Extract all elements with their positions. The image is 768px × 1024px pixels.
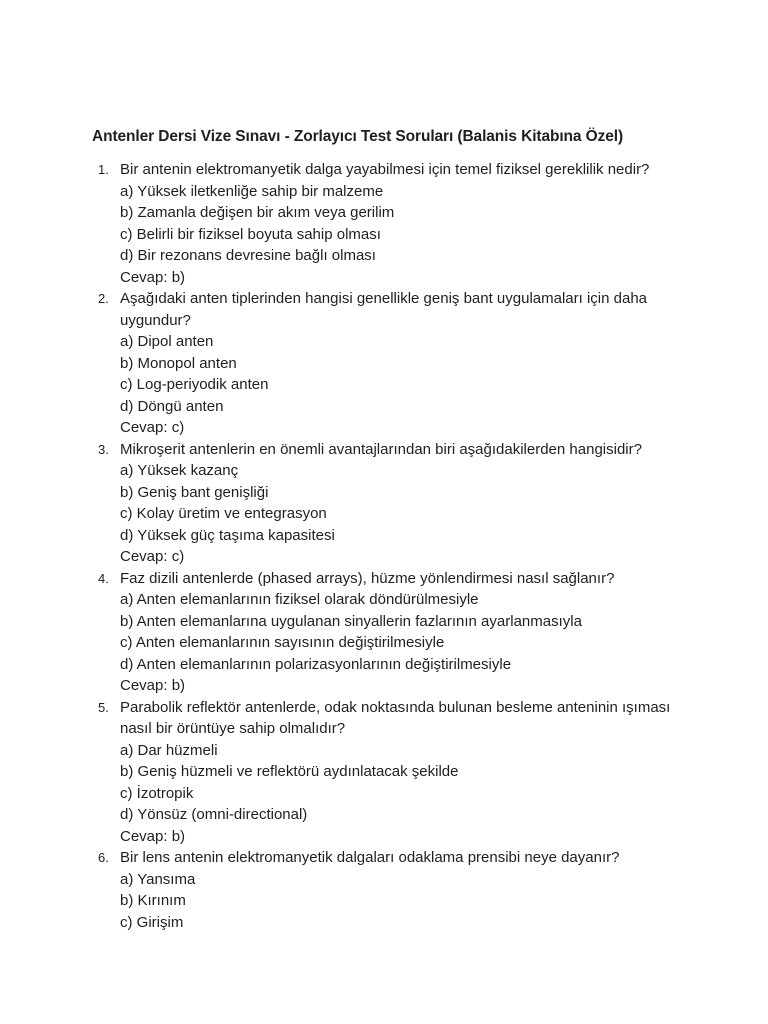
option-c: c) Log-periyodik anten xyxy=(120,376,269,393)
question-list xyxy=(0,159,768,933)
answer-text: Cevap: c) xyxy=(120,419,185,436)
option-d: d) Döngü anten xyxy=(120,397,224,415)
question-number: 3. xyxy=(98,441,109,457)
question-item xyxy=(0,847,768,933)
answer-text: Cevap: c) xyxy=(120,548,185,565)
option-a: a) Dipol anten xyxy=(120,333,214,350)
question-item xyxy=(0,697,768,848)
option-a: a) Yüksek kazanç xyxy=(120,462,239,479)
option-c: c) Anten elemanlarının sayısının değiştirilmesiyle xyxy=(120,634,445,651)
question-number: 4. xyxy=(98,570,109,586)
document-title: Antenler Dersi Vize Sınavı - Zorlayıcı Test Soruları (Balanis Kitabına Özel) xyxy=(92,128,624,145)
option-d: d) Yüksek güç taşıma kapasitesi xyxy=(120,526,335,544)
answer-text: Cevap: b) xyxy=(120,827,186,845)
option-b: b) Kırınım xyxy=(120,892,186,909)
question-text: Bir antenin elektromanyetik dalga yayabilmesi için temel fiziksel gereklilik nedir? xyxy=(120,161,650,178)
question-text: Bir lens antenin elektromanyetik dalgaları odaklama prensibi neye dayanır? xyxy=(120,849,620,866)
option-b: b) Geniş bant genişliği xyxy=(120,483,269,501)
option-a: a) Yansıma xyxy=(120,870,196,888)
option-a: a) Anten elemanlarının fiziksel olarak döndürülmesiyle xyxy=(120,591,479,608)
question-number: 6. xyxy=(98,850,109,865)
option-b: b) Geniş hüzmeli ve reflektörü aydınlatacak şekilde xyxy=(120,763,459,780)
question-item xyxy=(0,159,768,288)
option-a: a) Yüksek iletkenliğe sahip bir malzeme xyxy=(120,182,384,200)
option-b: b) Monopol anten xyxy=(120,354,237,372)
option-d: d) Yönsüz (omni-directional) xyxy=(120,806,308,823)
question-number: 5. xyxy=(98,699,109,715)
question-text: Aşağıdaki anten tiplerinden hangisi genellikle geniş bant uygulamaları için daha uygundur? xyxy=(120,290,648,329)
option-c: c) Kolay üretim ve entegrasyon xyxy=(120,505,327,522)
question-item xyxy=(0,288,768,439)
question-text: Parabolik reflektör antenlerde, odak noktasında bulunan besleme anteninin ışıması nasıl bir örüntüye sahip olmalıdır? xyxy=(120,698,671,737)
option-c: c) Belirli bir fiziksel boyuta sahip olması xyxy=(120,225,381,243)
option-c: c) İzotropik xyxy=(120,784,194,802)
answer-text: Cevap: b) xyxy=(120,677,186,694)
option-b: b) Zamanla değişen bir akım veya gerilim xyxy=(120,204,395,221)
option-c: c) Girişim xyxy=(120,913,184,931)
question-item xyxy=(0,439,768,568)
question-number: 2. xyxy=(98,291,109,306)
question-text: Faz dizili antenlerde (phased arrays), hüzme yönlendirmesi nasıl sağlanır? xyxy=(120,569,615,587)
answer-text: Cevap: b) xyxy=(120,268,186,286)
question-item xyxy=(0,568,768,697)
option-b: b) Anten elemanlarına uygulanan sinyallerin fazlarının ayarlanmasıyla xyxy=(120,612,582,630)
question-text: Mikroşerit antenlerin en önemli avantajlarından biri aşağıdakilerden hangisidir? xyxy=(120,440,642,458)
option-a: a) Dar hüzmeli xyxy=(120,741,218,759)
option-d: d) Bir rezonans devresine bağlı olması xyxy=(120,247,376,264)
question-number: 1. xyxy=(98,162,109,177)
option-d: d) Anten elemanlarının polarizasyonlarının değiştirilmesiyle xyxy=(120,655,512,673)
